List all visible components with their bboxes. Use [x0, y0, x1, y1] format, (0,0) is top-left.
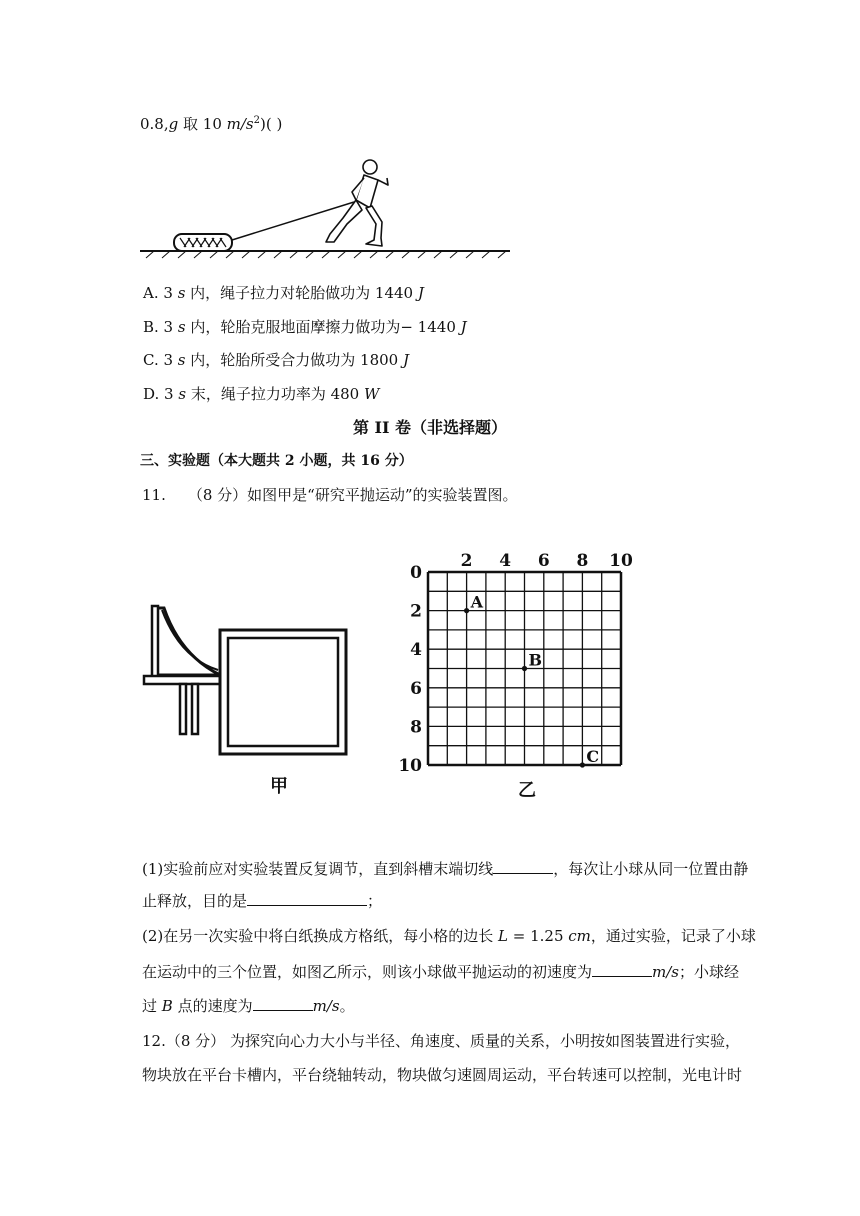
q11-intro — [142, 484, 518, 505]
q12-line1-text: （8 分） 为探究向心力大小与半径、角速度、质量的关系，小明按如图装置进行实验， — [165, 1032, 740, 1050]
q12-number: 12. — [142, 1032, 166, 1050]
option-b-lead: B. 3 — [143, 318, 178, 336]
q11-p2-line1 — [142, 925, 756, 946]
option-c-lead: C. 3 — [143, 351, 178, 369]
option-c-unit: s — [177, 351, 186, 369]
point-label-a: A — [470, 592, 484, 612]
q11-p2-text-g: 点的速度为 — [172, 997, 253, 1015]
q11-p1-line2 — [142, 889, 382, 911]
q10-tail-g: g — [168, 115, 179, 133]
q11-p2-ms: m/s — [652, 963, 679, 981]
q11-p1-text-c: 止释放，目的是 — [142, 892, 248, 910]
x-tick-label: 6 — [537, 551, 550, 571]
x-tick-label: 10 — [609, 551, 633, 571]
x-tick-label: 4 — [499, 551, 512, 571]
grid-figure — [380, 550, 640, 800]
q10-option-b — [143, 316, 467, 337]
q10-tail-unit: m/s — [226, 115, 254, 133]
option-b-unit: s — [177, 318, 186, 336]
point-a — [464, 608, 469, 613]
runner-tire-figure — [140, 150, 520, 260]
tire-icon — [174, 234, 232, 251]
q10-option-c — [143, 349, 409, 370]
q11-p2-line2 — [142, 960, 739, 982]
y-tick-label: 8 — [410, 717, 422, 738]
x-tick-label: 0 — [410, 563, 422, 583]
option-a-unit2: J — [417, 284, 424, 302]
q11-p2-text-d: 在运动中的三个位置，如图乙所示，则该小球做平抛运动的初速度为 — [142, 963, 593, 981]
q11-p2-text-h: 。 — [339, 997, 355, 1015]
y-tick-label: 4 — [410, 640, 422, 661]
part2-title: 第 II 卷（非选择题） — [352, 418, 508, 437]
option-a-unit: s — [177, 284, 186, 302]
q10-tail-sup: 2 — [253, 115, 260, 126]
q10-tail-prefix: 0.8, — [140, 115, 169, 133]
q11-p1-text-a: (1)实验前应对实验装置反复调节，直到斜槽末端切线 — [142, 860, 494, 878]
q11-p2-B: B — [161, 997, 173, 1015]
answer-blank-velocity-b[interactable] — [253, 994, 313, 1011]
point-label-c: C — [586, 747, 600, 766]
apparatus-figure — [140, 600, 355, 800]
option-d-unit: s — [178, 385, 187, 403]
q11-number: 11. — [142, 486, 166, 504]
q11-p2-L: L — [498, 927, 508, 945]
q11-p2-text-e: ；小球经 — [679, 963, 740, 981]
q12-line2: 物块放在平台卡槽内，平台绕轴转动，物块做匀速圆周运动，平台转速可以控制，光电计时 — [142, 1066, 743, 1084]
q11-p2-cm: cm — [568, 927, 591, 945]
q11-p1-text-b: ，每次让小球从同一位置由静 — [553, 860, 749, 878]
point-c — [580, 762, 585, 767]
option-b-unit2: J — [460, 318, 467, 336]
answer-blank-purpose[interactable] — [247, 889, 367, 906]
option-a-lead: A. 3 — [143, 284, 178, 302]
point-label-b: B — [528, 650, 543, 670]
q11-intro-text: （8 分）如图甲是“研究平抛运动”的实验装置图。 — [187, 486, 518, 504]
fig-jia-label: 甲 — [270, 776, 288, 797]
x-tick-label: 8 — [576, 551, 589, 571]
q11-p2-text-a: (2)在另一次实验中将白纸换成方格纸，每小格的边长 — [142, 927, 499, 945]
q10-option-a — [143, 282, 424, 303]
q10-tail-mid: 取 10 — [178, 115, 227, 133]
y-tick-label: 10 — [398, 756, 422, 776]
q11-p1-text-d: ； — [367, 892, 383, 910]
y-tick-label: 6 — [410, 678, 422, 699]
q11-p2-text-b: = 1.25 — [508, 927, 569, 945]
section3-title: 三、实验题（本大题共 2 小题，共 16 分） — [140, 453, 413, 469]
option-d-text: 末，绳子拉力功率为 480 — [186, 385, 364, 403]
q10-tail-end: )( ) — [260, 115, 283, 133]
point-b — [522, 666, 527, 671]
q11-p1-line1 — [142, 857, 748, 879]
q11-p2-text-c: ，通过实验，记录了小球 — [590, 927, 756, 945]
q12-line1 — [142, 1030, 740, 1051]
q11-p2-line3 — [142, 994, 355, 1016]
option-d-unit2: W — [363, 385, 380, 403]
q11-p2-ms2: m/s — [312, 997, 340, 1015]
q10-option-d — [143, 383, 379, 404]
option-c-unit2: J — [402, 351, 409, 369]
option-d-lead: D. 3 — [143, 385, 179, 403]
x-tick-label: 2 — [460, 551, 473, 571]
fig-yi-label: 乙 — [518, 780, 536, 801]
runner-icon — [326, 160, 388, 246]
q10-tail-line — [140, 113, 282, 134]
answer-blank-initial-velocity[interactable] — [592, 960, 652, 977]
q11-p2-text-f: 过 — [142, 997, 162, 1015]
option-a-text: 内，绳子拉力对轮胎做功为 1440 — [185, 284, 418, 302]
answer-blank-tangent[interactable] — [493, 857, 553, 874]
option-c-text: 内，轮胎所受合力做功为 1800 — [185, 351, 403, 369]
y-tick-label: 2 — [410, 601, 422, 622]
option-b-text: 内，轮胎克服地面摩擦力做功为− 1440 — [185, 318, 461, 336]
